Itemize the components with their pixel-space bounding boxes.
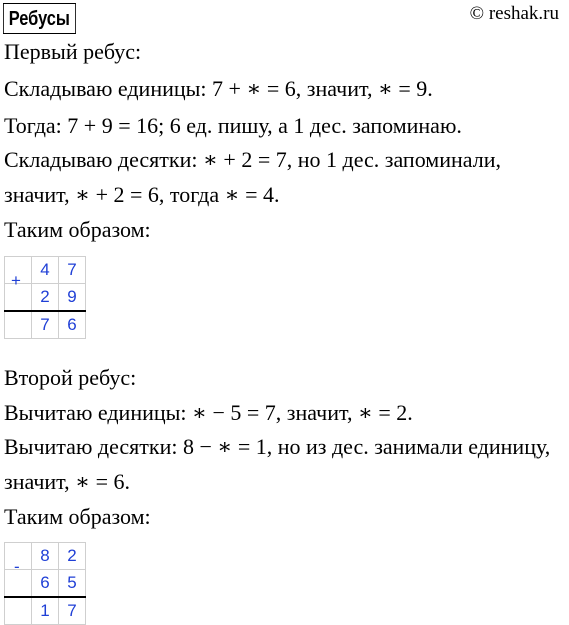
grid-cell: 8 <box>32 543 59 570</box>
grid-cell: 1 <box>32 597 59 625</box>
puzzle2-tens-step: Вычитаю десятки: 8 − ∗ = 1, но из дес. занимали единицу, <box>4 434 551 459</box>
grid-cell: 6 <box>59 311 86 339</box>
grid-cell: 6 <box>32 570 59 598</box>
plus-sign: + <box>11 271 21 290</box>
grid-cell: 5 <box>59 570 86 598</box>
puzzle2-grid <box>4 542 86 625</box>
puzzle1-then-step: Тогда: 7 + 9 = 16; 6 ед. пишу, а 1 дес. запоминаю. <box>4 113 462 138</box>
minus-sign: - <box>14 557 20 576</box>
puzzle1-grid <box>4 256 86 339</box>
puzzle1-tens-step: Складываю десятки: ∗ + 2 = 7, но 1 дес. запоминали, <box>4 147 501 172</box>
grid-cell: 2 <box>59 543 86 570</box>
puzzle1-heading: Первый ребус: <box>4 39 142 64</box>
puzzle2-result: значит, ∗ = 6. <box>4 469 131 494</box>
puzzle1-result: значит, ∗ + 2 = 6, тогда ∗ = 4. <box>4 182 280 207</box>
grid-cell: 2 <box>32 284 59 312</box>
page-title: Ребусы <box>3 3 76 34</box>
puzzle1-thus: Таким образом: <box>4 217 151 242</box>
watermark: © reshak.ru <box>469 3 559 24</box>
puzzle1-units-step: Складываю единицы: 7 + ∗ = 6, значит, ∗ = 9. <box>4 76 433 101</box>
puzzle2-thus: Таким образом: <box>4 504 151 529</box>
grid-cell: 9 <box>59 284 86 312</box>
grid-cell: 7 <box>59 597 86 625</box>
grid-cell: 7 <box>59 257 86 284</box>
grid-cell <box>5 311 32 339</box>
grid-cell: 4 <box>32 257 59 284</box>
puzzle2-units-step: Вычитаю единицы: ∗ − 5 = 7, значит, ∗ = 2. <box>4 400 413 425</box>
grid-cell: 7 <box>32 311 59 339</box>
grid-cell <box>5 597 32 625</box>
puzzle2-heading: Второй ребус: <box>4 365 137 390</box>
